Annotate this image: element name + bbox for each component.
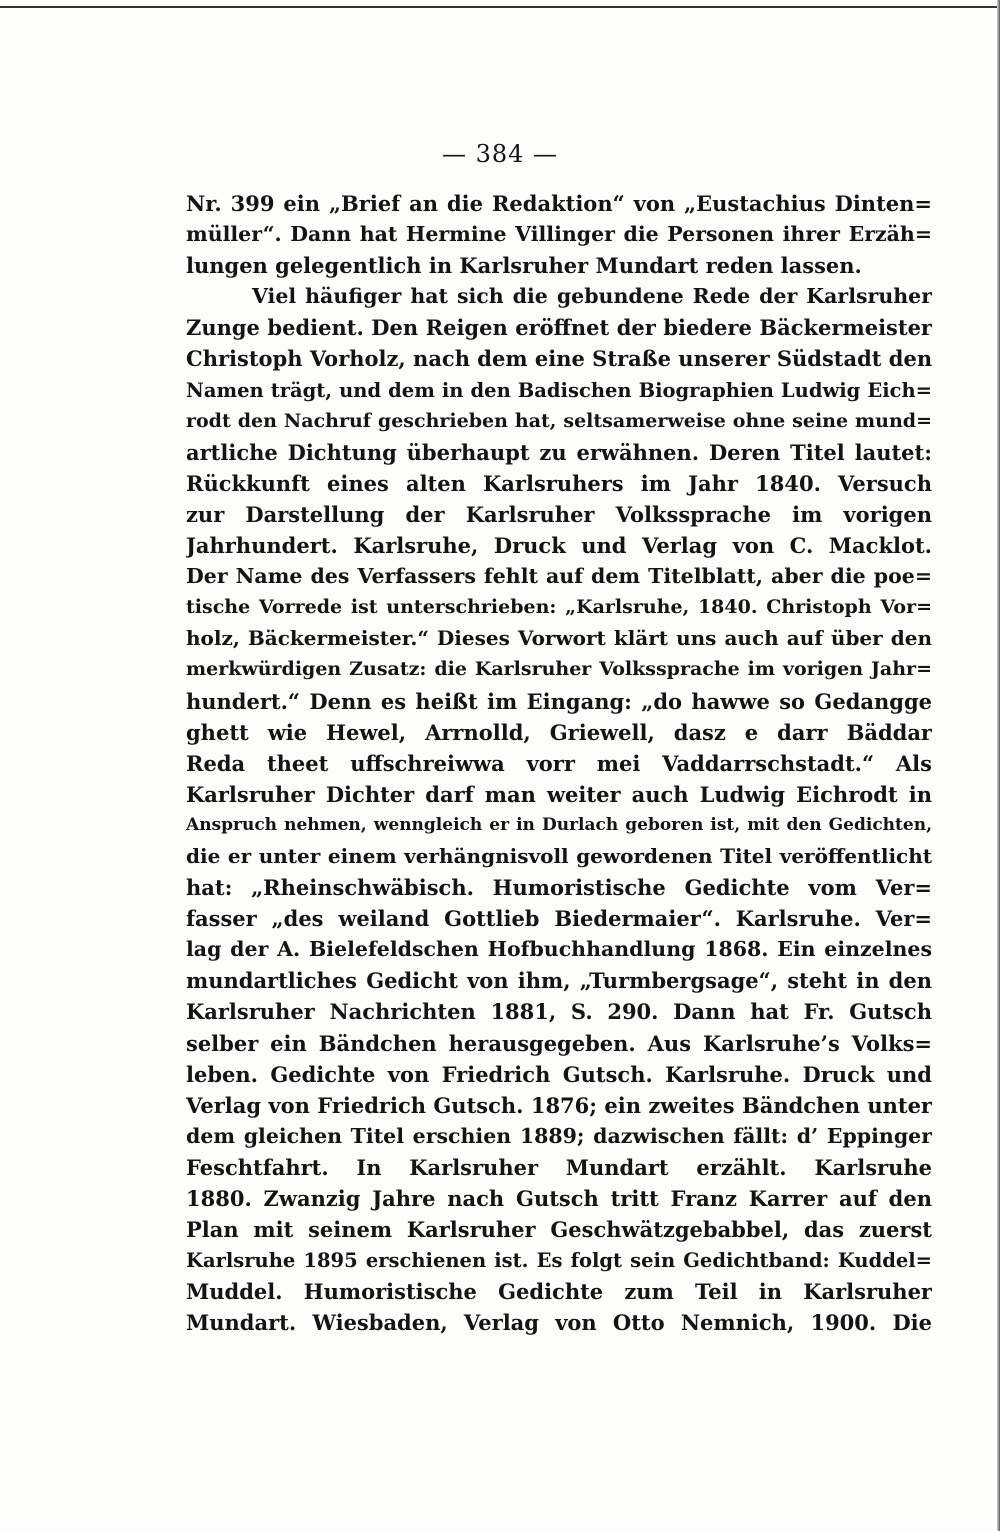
text-line: Reda theet uffschreiwwa vorr mei Vaddarrschstadt.“ Als — [186, 750, 932, 776]
text-line: mundartliches Gedicht von ihm, „Turmbergsage“, steht in den — [186, 968, 932, 994]
text-line: Verlag von Friedrich Gutsch. 1876; ein zweites Bändchen unter — [186, 1092, 932, 1118]
text-line: Christoph Vorholz, nach dem eine Straße unserer Südstadt den — [186, 346, 932, 372]
text-line: Namen trägt, und dem in den Badischen Biographien Ludwig Eich= — [186, 378, 932, 402]
text-line: artliche Dichtung überhaupt zu erwähnen. Deren Titel lautet: — [186, 439, 932, 465]
text-line: Viel häufiger hat sich die gebundene Rede der Karlsruher — [252, 284, 932, 309]
text-line: Plan mit seinem Karlsruher Geschwätzgebabbel, das zuerst — [186, 1217, 932, 1243]
page-number: — 384 — — [441, 140, 559, 168]
text-line: Mundart. Wiesbaden, Verlag von Otto Nemnich, 1900. Die — [186, 1310, 932, 1336]
text-line: lag der A. Bielefeldschen Hofbuchhandlung 1868. Ein einzelnes — [186, 937, 932, 962]
text-line: hundert.“ Denn es heißt im Eingang: „do hawwe so Gedangge — [186, 688, 932, 714]
text-line: Anspruch nehmen, wenngleich er in Durlach geboren ist, mit den Gedichten, — [186, 814, 932, 835]
text-line: holz, Bäckermeister.“ Dieses Vorwort klärt uns auch auf über den — [186, 626, 932, 651]
text-line: die er unter einem verhängnisvoll gewordenen Titel veröffentlicht — [186, 843, 932, 868]
text-line: Karlsruher Dichter darf man weiter auch Ludwig Eichrodt in — [186, 781, 932, 807]
text-line: Jahrhundert. Karlsruhe, Druck und Verlag von C. Macklot. — [186, 533, 932, 559]
body-text — [186, 188, 932, 1338]
text-line: rodt den Nachruf geschrieben hat, seltsamerweise ohne seine mund= — [186, 409, 932, 432]
text-line: selber ein Bändchen herausgegeben. Aus Karlsruhe’s Volks= — [186, 1030, 932, 1056]
text-line: Karlsruhe 1895 erschienen ist. Es folgt sein Gedichtband: Kuddel= — [186, 1249, 932, 1273]
text-line: Der Name des Verfassers fehlt auf dem Titelblatt, aber die poe= — [186, 564, 932, 589]
text-line: Rückkunft eines alten Karlsruhers im Jahr 1840. Versuch — [186, 470, 932, 496]
text-line: Zunge bedient. Den Reigen eröffnet der biedere Bäckermeister — [186, 315, 932, 341]
text-line: dem gleichen Titel erschien 1889; dazwischen fällt: d’ Eppinger — [186, 1123, 932, 1148]
text-line: merkwürdigen Zusatz: die Karlsruher Volkssprache im vorigen Jahr= — [186, 658, 932, 681]
text-line: Karlsruher Nachrichten 1881, S. 290. Dann hat Fr. Gutsch — [186, 999, 932, 1025]
text-line: 1880. Zwanzig Jahre nach Gutsch tritt Franz Karrer auf den — [186, 1186, 932, 1211]
text-line: tische Vorrede ist unterschrieben: „Karlsruhe, 1840. Christoph Vor= — [186, 596, 932, 619]
text-line: leben. Gedichte von Friedrich Gutsch. Karlsruhe. Druck und — [186, 1061, 932, 1087]
text-line: Muddel. Humoristische Gedichte zum Teil in Karlsruher — [186, 1279, 932, 1305]
text-line: lungen gelegentlich in Karlsruher Mundart reden lassen. — [186, 253, 862, 279]
text-line: fasser „des weiland Gottlieb Biedermaier“. Karlsruhe. Ver= — [186, 906, 932, 932]
text-line: müller“. Dann hat Hermine Villinger die Personen ihrer Erzäh= — [186, 222, 932, 247]
text-line: zur Darstellung der Karlsruher Volkssprache im vorigen — [186, 501, 932, 527]
text-line: hat: „Rheinschwäbisch. Humoristische Gedichte vom Ver= — [186, 875, 932, 901]
text-line: Feschtfahrt. In Karlsruher Mundart erzählt. Karlsruhe — [186, 1154, 932, 1180]
page-edge-top — [0, 6, 1000, 8]
text-line: ghett wie Hewel, Arrnolld, Griewell, dasz e darr Bäddar — [186, 719, 932, 745]
text-line: Nr. 399 ein „Brief an die Redaktion“ von „Eustachius Dinten= — [186, 191, 932, 216]
